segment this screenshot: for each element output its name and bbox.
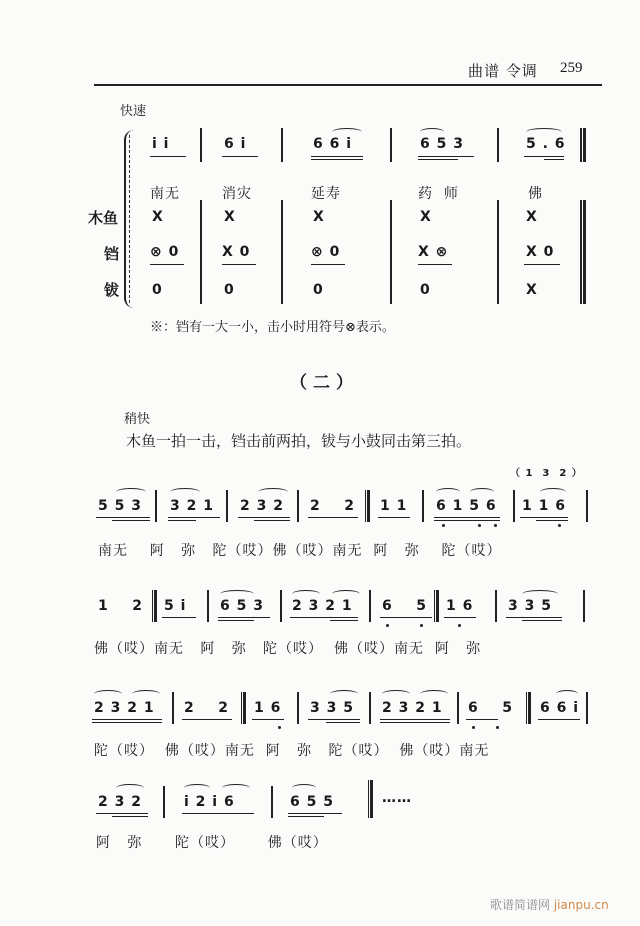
measure: 2 2 (310, 498, 355, 514)
lyrics-line-3: 陀（哎） 佛（哎）南无 阿 弥 陀（哎） 佛（哎）南无 (94, 743, 490, 759)
instrument-label-bo: 钹 (104, 281, 120, 299)
header-rule (94, 84, 602, 86)
measure: 2 3 2 1 (292, 598, 353, 614)
tempo-marking: 快速 (120, 104, 147, 119)
variant-annotation: （ 1 3 2 ） (510, 468, 583, 479)
measure: 6 6 i (540, 700, 580, 716)
footnote: ※：铛有一大一小，击小时用符号⊗表示。 (150, 320, 395, 335)
melody-measure-5: 5 . 6 (526, 136, 566, 152)
measure: i 2 i 6 (184, 794, 235, 810)
percussion-beat: 0 (224, 282, 235, 298)
percussion-beat: 0 (420, 282, 431, 298)
percussion-beat: X (526, 282, 538, 298)
lyrics-line-4: 阿 弥 陀（哎） 佛（哎） (96, 835, 328, 851)
melody-measure-3: 6 6 i (313, 136, 353, 152)
melody-measure-1: i i (152, 136, 170, 152)
watermark (490, 896, 609, 913)
slur (420, 128, 444, 136)
lyrics-line-2: 佛（哎）南无 阿 弥 陀（哎） 佛（哎）南无 阿 弥 (94, 641, 482, 657)
lyric-2: 消灾 (222, 186, 252, 202)
measure: 2 3 2 (98, 794, 142, 810)
measure: 3 3 5 (310, 700, 354, 716)
measure: 6 5 3 (220, 598, 264, 614)
percussion-beat: X 0 (222, 244, 251, 260)
percussion-beat: X 0 (526, 244, 555, 260)
section-title: （二） (290, 373, 359, 393)
measure: 5 5 3 (98, 498, 142, 514)
measure: 2 3 2 (240, 498, 284, 514)
measure: 3 3 5 (508, 598, 552, 614)
percussion-beat: X (420, 209, 432, 225)
measure: 6 1 5 6 (436, 498, 497, 514)
measure: 6 5 5 (290, 794, 334, 810)
watermark-url: jianpu.cn (553, 898, 609, 912)
measure: 1 2 (98, 598, 143, 614)
percussion-beat: X ⊗ (418, 244, 449, 260)
page-number: 259 (560, 60, 583, 76)
lyric-3: 延寿 (311, 186, 341, 202)
instrument-label-dang: 铛 (104, 245, 120, 263)
header-title: 曲谱 令调 (468, 62, 538, 80)
measure: 2 2 (184, 700, 229, 716)
continuation-mark: …… (382, 790, 412, 806)
measure: 2 3 2 1 (382, 700, 443, 716)
slur (526, 128, 562, 136)
tempo-marking: 稍快 (124, 412, 151, 427)
lyric-4: 药 师 (418, 186, 459, 202)
percussion-beat: X (152, 209, 164, 225)
percussion-beat: X (224, 209, 236, 225)
percussion-beat: ⊗ 0 (311, 244, 341, 260)
measure: 3 2 1 (170, 498, 214, 514)
measure: 1 1 6 (522, 498, 566, 514)
measure: 5 i (164, 598, 187, 614)
lyrics-line-1: 南无 阿 弥 陀（哎）佛（哎）南无 阿 弥 陀（哎） (98, 543, 502, 559)
instrument-label-muyu: 木鱼 (88, 209, 119, 227)
slur (332, 128, 362, 136)
measure: 1 6 (254, 700, 282, 716)
percussion-beat: X (313, 209, 325, 225)
watermark-site-name: 歌谱简谱网 (490, 898, 551, 912)
percussion-beat: 0 (152, 282, 163, 298)
measure: 2 3 2 1 (94, 700, 155, 716)
melody-measure-2: 6 i (224, 136, 247, 152)
measure: 1 1 (380, 498, 408, 514)
measure: 6 5 (468, 700, 513, 716)
percussion-beat: X (526, 209, 538, 225)
percussion-beat: 0 (313, 282, 324, 298)
lyric-5: 佛 (528, 186, 543, 202)
performance-instruction: 木鱼一拍一击，铛击前两拍，钹与小鼓同击第三拍。 (126, 432, 472, 450)
percussion-beat: ⊗ 0 (150, 244, 180, 260)
lyric-1: 南无 (150, 186, 180, 202)
melody-measure-4: 6 5 3 (420, 136, 464, 152)
measure: 6 5 (382, 598, 427, 614)
measure: 1 6 (446, 598, 474, 614)
system-brace-inner (129, 135, 131, 303)
